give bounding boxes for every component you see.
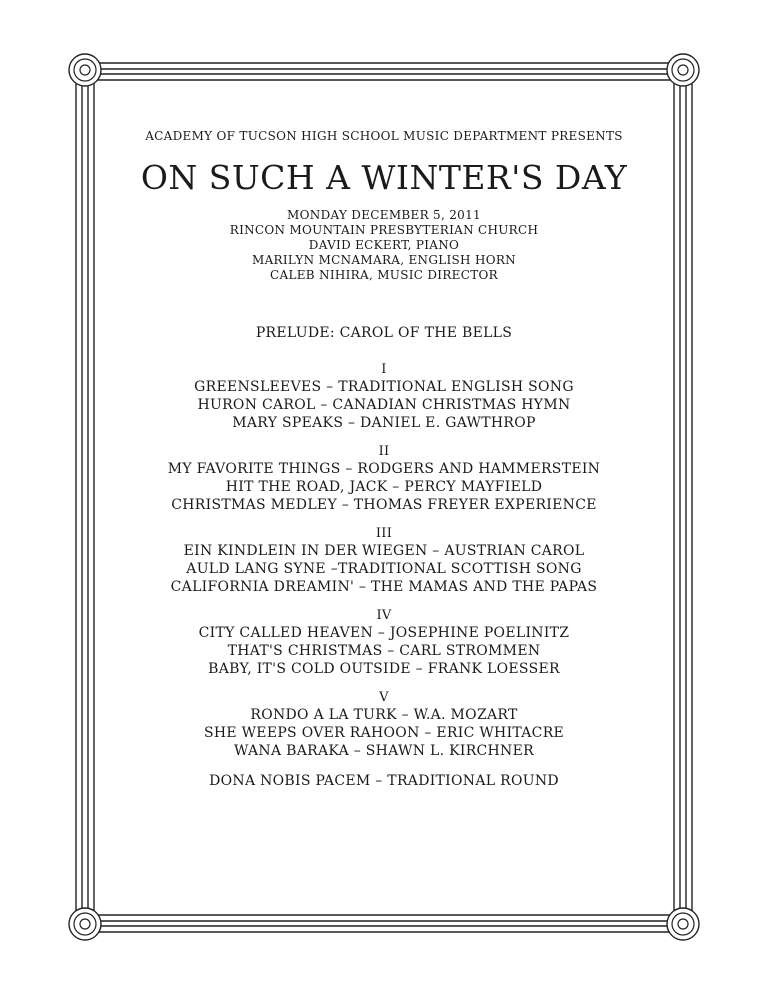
corner-ornament-icon xyxy=(69,54,101,86)
performer-piano: DAVID ECKERT, PIANO xyxy=(308,238,460,252)
piece: MY FAVORITE THINGS – RODGERS AND HAMMERSTEIN xyxy=(167,461,601,477)
piece: EIN KINDLEIN IN DER WIEGEN – AUSTRIAN CAROL xyxy=(183,543,585,559)
movement-numeral: II xyxy=(378,444,390,459)
program-content xyxy=(110,128,658,790)
piece: CHRISTMAS MEDLEY – THOMAS FREYER EXPERIENCE xyxy=(171,497,597,513)
movement-numeral: V xyxy=(379,690,389,705)
piece: RONDO A LA TURK – W.A. MOZART xyxy=(250,707,518,723)
concert-date: MONDAY DECEMBER 5, 2011 xyxy=(287,208,481,222)
piece: BABY, IT'S COLD OUTSIDE – FRANK LOESSER xyxy=(208,661,560,677)
finale-piece: DONA NOBIS PACEM – TRADITIONAL ROUND xyxy=(209,773,559,789)
prelude: PRELUDE: CAROL OF THE BELLS xyxy=(255,325,513,341)
piece: WANA BARAKA – SHAWN L. KIRCHNER xyxy=(234,743,534,759)
movement-numeral: III xyxy=(375,526,393,541)
piece: CITY CALLED HEAVEN – JOSEPHINE POELINITZ xyxy=(198,625,570,641)
movement-1 xyxy=(110,362,658,432)
piece: HIT THE ROAD, JACK – PERCY MAYFIELD xyxy=(225,479,543,495)
piece: GREENSLEEVES – TRADITIONAL ENGLISH SONG xyxy=(194,379,574,395)
movement-3 xyxy=(110,526,658,596)
piece: SHE WEEPS OVER RAHOON – ERIC WHITACRE xyxy=(203,725,565,741)
performer-english-horn: MARILYN MCNAMARA, ENGLISH HORN xyxy=(252,253,516,267)
concert-venue: RINCON MOUNTAIN PRESBYTERIAN CHURCH xyxy=(229,223,539,237)
presenter-line: ACADEMY OF TUCSON HIGH SCHOOL MUSIC DEPARTMENT PRESENTS xyxy=(145,129,623,143)
corner-ornament-icon xyxy=(667,908,699,940)
piece: MARY SPEAKS – DANIEL E. GAWTHROP xyxy=(232,415,536,431)
piece: HURON CAROL – CANADIAN CHRISTMAS HYMN xyxy=(197,397,571,413)
corner-ornament-icon xyxy=(69,908,101,940)
movement-4 xyxy=(110,608,658,678)
corner-ornament-icon xyxy=(667,54,699,86)
music-director: CALEB NIHIRA, MUSIC DIRECTOR xyxy=(270,268,498,282)
movement-numeral: I xyxy=(381,362,387,377)
concert-info xyxy=(110,208,658,283)
movement-2 xyxy=(110,444,658,514)
movement-numeral: IV xyxy=(376,608,392,623)
movement-5 xyxy=(110,690,658,760)
piece: CALIFORNIA DREAMIN' – THE MAMAS AND THE PAPAS xyxy=(170,579,598,595)
concert-title: ON SUCH A WINTER'S DAY xyxy=(140,158,628,197)
piece: THAT'S CHRISTMAS – CARL STROMMEN xyxy=(227,643,541,659)
piece: AULD LANG SYNE –TRADITIONAL SCOTTISH SONG xyxy=(186,561,582,577)
